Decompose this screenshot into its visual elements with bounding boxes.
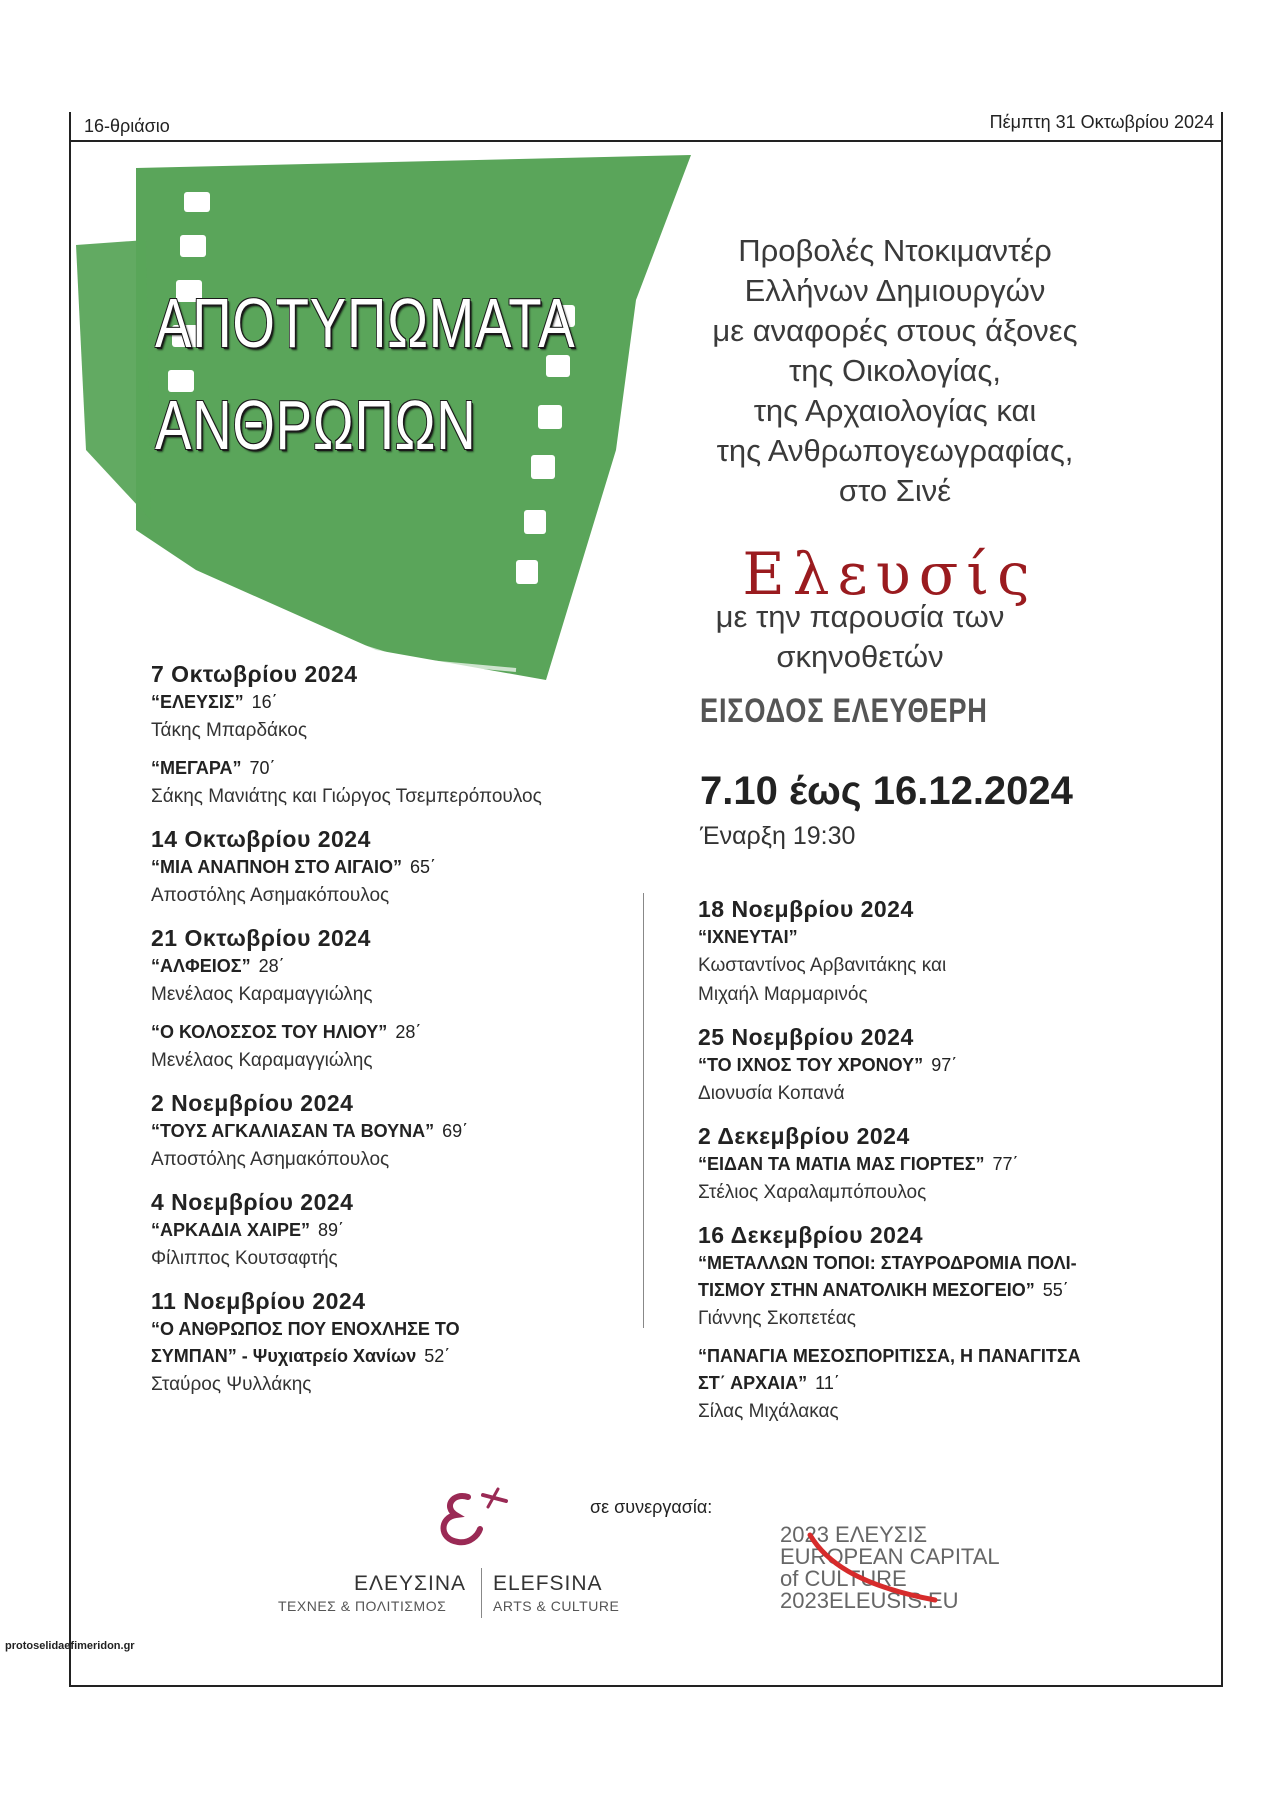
schedule-right <box>698 895 1168 1426</box>
issue-date: Πέμπτη 31 Οκτωβρίου 2024 <box>989 112 1214 132</box>
header-rule <box>69 140 1223 142</box>
film-title: “ΠΑΝΑΓΙΑ ΜΕΣΟΣΠΟΡΙΤΙΣΣΑ, Η ΠΑΝΑΓΙΤΣΑ <box>698 1346 1081 1366</box>
intro-line: στο Σινέ <box>838 473 952 508</box>
film-title: “ΕΙΔΑΝ ΤΑ ΜΑΤΙΑ ΜΑΣ ΓΙΟΡΤΕΣ” 77΄ <box>698 1154 1019 1174</box>
film-title-cont: ΣΤ΄ ΑΡΧΑΙΑ” 11΄ <box>698 1373 840 1393</box>
elefsina-en: ELEFSINA <box>493 1572 603 1595</box>
film-director: Σάκης Μανιάτης και Γιώργος Τσεμπερόπουλος <box>151 786 542 807</box>
schedule-day <box>151 660 621 811</box>
film-title: “ΑΡΚΑΔΙΑ ΧΑΙΡΕ” 89΄ <box>151 1220 344 1240</box>
intro-line: της Ανθρωπογεωγραφίας, <box>716 433 1074 468</box>
screening-date: 25 Νοεμβρίου 2024 <box>698 1024 914 1050</box>
screening-date: 18 Νοεμβρίου 2024 <box>698 896 914 922</box>
film-director: Σταύρος Ψυλλάκης <box>151 1374 312 1395</box>
film-director: Μενέλαος Καραμαγγιώλης <box>151 984 373 1005</box>
film-title: “ΤΟΥΣ ΑΓΚΑΛΙΑΣΑΝ ΤΑ ΒΟΥΝΑ” 69΄ <box>151 1121 469 1141</box>
schedule-day <box>698 1023 1168 1108</box>
film-director: Σίλας Μιχάλακας <box>698 1401 839 1422</box>
presence-text <box>625 597 1095 677</box>
cinema-logo: Ελευσίς <box>742 540 1038 608</box>
intro-line: της Αρχαιολογίας και <box>753 393 1037 428</box>
elefsina-sub-gr: ΤΕΧΝΕΣ & ΠΟΛΙΤΙΣΜΟΣ <box>278 1598 447 1614</box>
film-director: Μενέλαος Καραμαγγιώλης <box>151 1050 373 1071</box>
schedule-day <box>151 825 621 910</box>
schedule-day <box>698 895 1168 1009</box>
film-director: Στέλιος Χαραλαμπόπουλος <box>698 1182 927 1203</box>
schedule-day <box>151 1287 621 1399</box>
elefsina-sub-en: ARTS & CULTURE <box>493 1598 620 1614</box>
film-director: Γιάννης Σκοπετέας <box>698 1308 856 1329</box>
screening-date: 2 Νοεμβρίου 2024 <box>151 1090 354 1116</box>
screening-date: 11 Νοεμβρίου 2024 <box>151 1288 366 1314</box>
ecoc-swoosh <box>795 1530 955 1610</box>
film-director: Κωσταντίνος Αρβανιτάκης και <box>698 955 947 976</box>
film-title: “ΕΛΕΥΣΙΣ” 16΄ <box>151 692 278 712</box>
elefsina-gr: ΕΛΕΥΣΙΝΑ <box>354 1572 467 1595</box>
film-title: “ΜΙΑ ΑΝΑΠΝΟΗ ΣΤΟ ΑΙΓΑΙΟ” 65΄ <box>151 857 437 877</box>
intro-line: με αναφορές στους άξονες <box>712 313 1078 348</box>
screening-date: 2 Δεκεμβρίου 2024 <box>698 1123 910 1149</box>
intro-line: της Οικολογίας, <box>789 353 1001 388</box>
schedule-day <box>151 1188 621 1273</box>
ecoc-line: 2023ELEUSIS.EU <box>780 1588 959 1613</box>
film-director: Τάκης Μπαρδάκος <box>151 720 308 741</box>
intro-text <box>660 231 1130 511</box>
screening-date: 14 Οκτωβρίου 2024 <box>151 826 371 852</box>
film-title: “ΤΟ ΙΧΝΟΣ ΤΟΥ ΧΡΟΝΟΥ” 97΄ <box>698 1055 958 1075</box>
logo-separator <box>481 1568 482 1618</box>
presence-line: με την παρουσία των <box>715 599 1005 634</box>
film-title-cont: ΣΥΜΠΑΝ” - Ψυχιατρείο Χανίων 52΄ <box>151 1346 451 1366</box>
film-title: “ΙΧΝΕΥΤΑΙ” <box>698 927 798 947</box>
presence-line: σκηνοθετών <box>776 639 944 674</box>
screening-date: 16 Δεκεμβρίου 2024 <box>698 1222 924 1248</box>
poster-title-line1: ΑΠΟΤΥΠΩΜΑΤΑ <box>155 284 576 362</box>
section-label: 16-θριάσιο <box>84 116 170 136</box>
schedule-day <box>698 1122 1168 1207</box>
film-title: “ΑΛΦΕΙΟΣ” 28΄ <box>151 956 285 976</box>
film-director-cont: Μιχαήλ Μαρμαρινός <box>698 984 868 1005</box>
film-title: “ΜΕΓΑΡΑ” 70΄ <box>151 758 276 778</box>
film-title: “Ο ΑΝΘΡΩΠΟΣ ΠΟΥ ΕΝΟΧΛΗΣΕ ΤΟ <box>151 1319 460 1339</box>
column-divider <box>643 893 644 1328</box>
schedule-left <box>151 660 621 1399</box>
intro-line: Προβολές Ντοκιμαντέρ <box>738 233 1052 268</box>
elefsina-logo-mark <box>428 1487 518 1557</box>
screening-date: 21 Οκτωβρίου 2024 <box>151 925 371 951</box>
schedule-day <box>151 924 621 1075</box>
film-director: Αποστόλης Ασημακόπουλος <box>151 1149 390 1170</box>
ecoc-line: 2023 ΕΛΕΥΣΙΣ <box>780 1522 928 1547</box>
schedule-day <box>151 1089 621 1174</box>
film-title: “ΜΕΤΑΛΛΩΝ ΤΟΠΟΙ: ΣΤΑΥΡΟΔΡΟΜΙΑ ΠΟΛΙ- <box>698 1253 1077 1273</box>
intro-line: Ελλήνων Δημιουργών <box>744 273 1046 308</box>
free-entry: ΕΙΣΟΔΟΣ ΕΛΕΥΘΕΡΗ <box>700 692 988 730</box>
start-time: Έναρξη 19:30 <box>700 822 856 850</box>
ecoc-line: EUROPEAN CAPITAL <box>780 1544 1000 1569</box>
ecoc-line: of CULTURE <box>780 1566 907 1591</box>
poster-title-line2: ΑΝΘΡΩΠΩΝ <box>155 386 477 464</box>
film-director: Διονυσία Κοπανά <box>698 1083 845 1104</box>
screening-date: 7 Οκτωβρίου 2024 <box>151 661 358 687</box>
collaboration-label: σε συνεργασία: <box>590 1497 713 1517</box>
source-watermark: protoselidaefimeridon.gr <box>5 1640 135 1652</box>
schedule-day <box>698 1221 1168 1426</box>
film-director: Αποστόλης Ασημακόπουλος <box>151 885 390 906</box>
screening-date: 4 Νοεμβρίου 2024 <box>151 1189 354 1215</box>
film-title-cont: ΤΙΣΜΟΥ ΣΤΗΝ ΑΝΑΤΟΛΙΚΗ ΜΕΣΟΓΕΙΟ” 55΄ <box>698 1280 1069 1300</box>
date-range: 7.10 έως 16.12.2024 <box>700 769 1073 813</box>
film-director: Φίλιππος Κουτσαφτής <box>151 1248 338 1269</box>
film-title: “Ο ΚΟΛΟΣΣΟΣ ΤΟΥ ΗΛΙΟΥ” 28΄ <box>151 1022 422 1042</box>
